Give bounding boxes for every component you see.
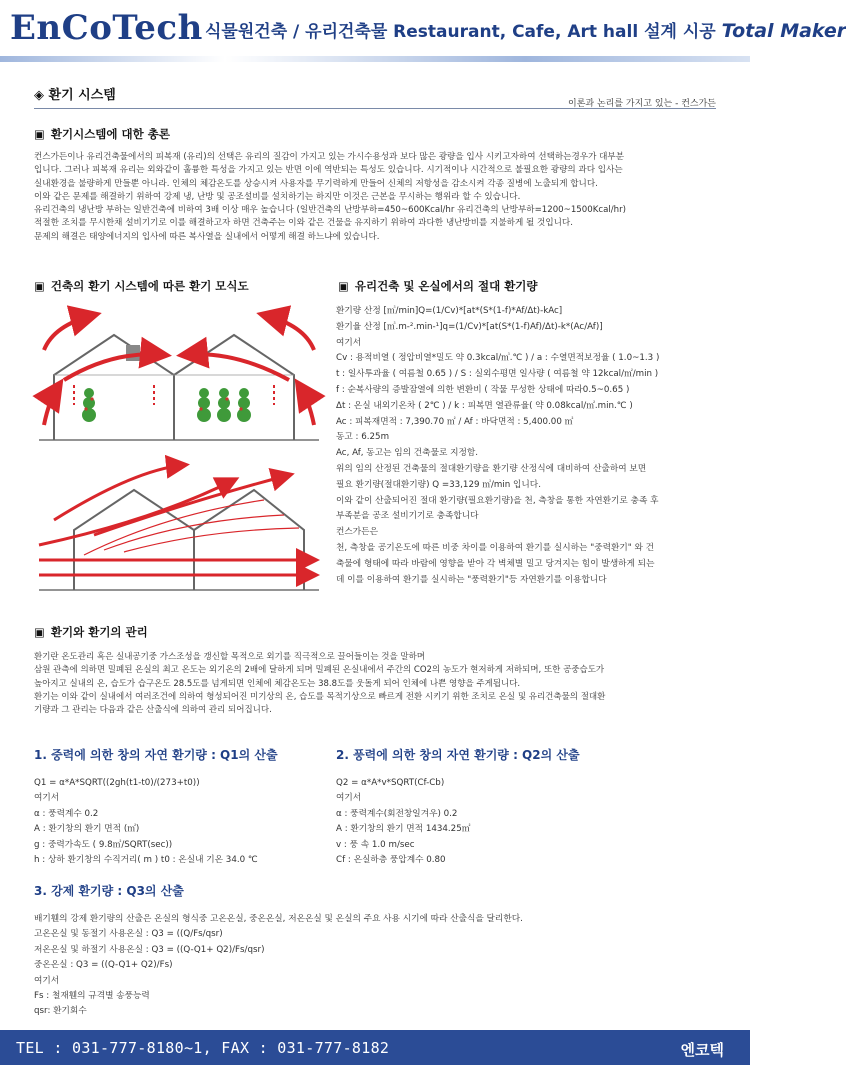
absolute-heading [338,278,538,294]
section-box-icon: ▣ [34,127,45,141]
overview-line: 적절한 조치를 무시한채 설비기기로 이를 해결하고자 하면 건축주는 이와 같은 건물을 유지하기 위하여 과다한 냉난방비를 지불하게 될 것입니다. [34,218,573,229]
q2-heading: 2. 풍력에 의한 창의 자연 환기량 : Q2의 산출 [336,748,580,762]
absolute-line: 부족분을 공조 설비기기로 충족합니다 [336,511,479,522]
footer-brand: 엔코텍 [680,1041,724,1059]
absolute-line: 축물에 형태에 따라 바람에 영향을 받아 각 벽체별 밀고 당겨지는 힘이 발생하게 되는 [336,558,655,569]
absolute-line: Cv : 용적비열 ( 정압비열*밀도 약 0.3kcal/㎥.℃ ) / a : 수열면적보정율 ( 1.0~1.3 ) [336,353,660,364]
q2-formula [336,776,470,868]
absolute-line: 환기율 산정 [㎥.m-².min-¹]q=(1/Cv)*[at(S*(1-f)Af)/Δt)-k*(Ac/Af)] [336,321,603,332]
absolute-line: 데 이를 이용하여 환기를 실시하는 "풍력환기"등 자연환기를 이용합니다 [336,574,607,585]
section-box-icon: ▣ [34,625,45,639]
section-box-icon: ▣ [34,279,45,293]
tagline-emphasis: Total Maker [721,20,846,42]
absolute-paragraph [336,304,659,588]
q3-line: Fs : 철재휀의 규격별 송풍능력 [34,991,150,1002]
q3-line: 배기휀의 강제 환기량의 산출은 온실의 형식중 고온온실, 중온온실, 저온온실 및 온실의 주요 사용 시기에 따라 산출식을 달리한다. [34,914,523,924]
q3-line: 고온온실 및 동절기 사용온실 : Q3 = ((Q/Fs/qsr) [34,929,223,940]
management-title: 환기와 환기의 관리 [50,625,148,639]
q3-formula [34,912,523,1020]
overview-line: 입니다. 그러나 피복재 유리는 외와같이 훌륭한 특성을 가지고 있는 반면 이에 역반되는 특성도 있습니다. 시기적이나 시간적으로 불필요한 광량의 과다 입사는 [34,165,623,176]
absolute-line: Ac : 피복재면적 : 7,390.70 ㎡ / Af : 바닥면적 : 5,400.00 ㎡ [336,416,574,427]
q1-heading: 1. 중력에 의한 창의 자연 환기량 : Q1의 산출 [34,748,278,762]
tagline-text: 식물원건축 / 유리건축물 Restaurant, Cafe, Art hall 설계 시공 [205,22,722,42]
management-line: 환기는 이와 같이 실내에서 여러조건에 의하여 형성되어진 미기상의 온, 습도를 목적기상으로 빠르게 전환 시키기 위한 조치로 온실 및 유리건축물의 절대환 [34,691,606,702]
frame-right-bay [174,335,294,440]
absolute-line: 컨스가든은 [336,527,378,538]
page-header [0,0,846,62]
management-heading [34,624,148,640]
q2-line: 여기서 [336,793,362,804]
brand-logo: EnCoTech [10,8,203,48]
q2-line: v : 풍 속 1.0 m/sec [336,839,415,850]
q3-line: 저온온실 및 하절기 사용온실 : Q3 = ((Q-Q1+ Q2)/Fs/qsr) [34,944,265,955]
overview-line: 문제의 해결은 태양에너지의 입사에 따른 복사열을 실내에서 어떻게 해결 하느냐에 있습니다. [34,231,380,242]
diagram-title: 건축의 환기 시스템에 따른 환기 모식도 [50,279,249,293]
greenhouse-ventilation-diagram [34,305,324,455]
q2-line: Cf : 온실하층 풍압계수 0.80 [336,855,446,866]
q1-formula [34,776,258,868]
absolute-line: 위의 임의 산정된 건축물의 절대환기량을 환기량 산정식에 대비하여 산출하여 보면 [336,463,647,474]
management-line: 삼원 관측에 의하면 밀폐된 온실의 최고 온도는 외기온의 2배에 달하게 되며 밀폐된 온실내에서 주간의 CO2의 농도가 현저하게 저하되며, 또한 공중습도가 [34,665,605,676]
absolute-line: 동고 : 6.25m [336,432,390,443]
overview-heading [34,126,170,142]
page-title: ◈ 환기 시스템 [34,88,116,103]
overview-paragraph [34,151,626,244]
q1-line: Q1 = α*A*SQRT((2gh(t1-t0)/(273+t0)) [34,778,200,788]
diagram-heading [34,278,249,294]
absolute-line: 이와 같이 산출되어진 절대 환기량(필요환기량)을 천, 측창을 통한 자연환기로 충족 후 [336,495,659,506]
management-paragraph [34,651,605,717]
header-tagline [205,17,846,42]
q3-heading: 3. 강제 환기량 : Q3의 산출 [34,884,184,898]
absolute-line: Δt : 온실 내외기온차 ( 2℃ ) / k : 피복면 열관류율( 약 0.08kcal/㎡.min.℃ ) [336,400,633,411]
page-footer [0,1030,750,1065]
plants [82,388,251,422]
q2-line: α : 풍력계수(회전창일겨우) 0.2 [336,808,458,819]
q3-line: qsr: 환기회수 [34,1006,87,1017]
absolute-line: 필요 환기량(절대환기량) Q =33,129 ㎥/min 입니다. [336,479,541,490]
management-line: 높아지고 실내의 온, 습도가 습구온도 28.5도를 넘게되면 인체에 체감온도는 38.8도를 웃돌게 되어 인체에 나쁜 영향을 주게됩니다. [34,678,521,689]
page-motto: 이론과 논리를 가지고 있는 - 컨스가든 [568,99,716,109]
frame-left-bay [54,335,174,440]
management-line: 기량과 그 관리는 다음과 같은 산출식에 의하여 관리 되어집니다. [34,705,272,716]
header-divider [0,56,750,62]
overview-title: 환기시스템에 대한 총론 [50,127,170,141]
q1-line: A : 환기창의 환기 면적 (㎡) [34,824,140,835]
overview-line: 실내환경을 불량하게 만들뿐 아니라. 인체의 체감온도를 상승시켜 사용자를 무기력하게 만들어 신체의 저항성을 감소시켜 각종 질병에 노출되게 합니다. [34,178,598,189]
overview-line: 이와 같은 문제를 해결하기 위하여 강제 냉, 난방 및 공조설비를 설치하기는 하지만 이것은 근본을 무시하는 행위라 할 수 있습니다. [34,191,521,202]
management-line: 환기란 온도관리 혹은 실내공기중 가스조성을 갱신할 목적으로 외기를 직극적으로 끌어들이는 것을 말하며 [34,652,426,662]
absolute-line: 여기서 [336,337,362,348]
q1-line: α : 풍력계수 0.2 [34,808,99,819]
q1-line: 여기서 [34,793,60,804]
section-box-icon: ▣ [338,279,349,293]
absolute-line: t : 일사투과율 ( 여름철 0.65 ) / S : 실외수평면 일사량 ( 여름철 약 12kcal/㎡/min ) [336,369,659,380]
absolute-line: 환기량 산정 [㎥/min]Q=(1/Cv)*[at*(S*(1-f)*Af/Δt)-kAc] [336,306,563,316]
q2-line: A : 환기창의 환기 면적 1434.25㎡ [336,824,471,835]
absolute-title: 유리건축 및 온실에서의 절대 환기량 [354,279,538,293]
footer-contact: TEL : 031-777-8180~1, FAX : 031-777-8182 [16,1039,390,1057]
q1-line: g : 중력가속도 ( 9.8㎡/SQRT(sec)) [34,839,173,850]
absolute-line: 천, 측창을 공기온도에 따른 비중 차이를 이용하여 환기를 실시하는 "중력환기" 와 건 [336,542,655,553]
absolute-line: Ac, Af, 동고는 임의 건축물로 지정함. [336,448,479,459]
q3-line: 중온온실 : Q3 = ((Q-Q1+ Q2)/Fs) [34,960,173,971]
q1-line: h : 상하 환기창의 수직거리( m ) t0 : 온실내 기온 34.0 ℃ [34,855,258,866]
overview-line: 유리건축의 냉난방 부하는 일반건축에 비하여 3배 이상 매우 높습니다 (일반건축의 난방부하=450~600Kcal/hr 유리건축의 난방부하=1200~1500Kcal/hr) [34,205,626,216]
wind-arrows [39,465,314,575]
q2-line: Q2 = α*A*v*SQRT(Cf-Cb) [336,778,445,788]
absolute-line: f : 순복사량의 증발잠열에 의한 변환비 ( 작물 무성한 상태에 따라0.5~0.65 ) [336,384,630,395]
wind-ventilation-diagram [34,460,324,600]
overview-line: 컨스가든이나 유리건축물에서의 피복재 (유리)의 선택은 유리의 질감이 가지고 있는 가시수용성과 보다 많은 광량을 입사 시키고자하여 선택하는경우가 대부분 [34,152,625,162]
title-divider [34,108,716,109]
q3-line: 여기서 [34,975,60,986]
